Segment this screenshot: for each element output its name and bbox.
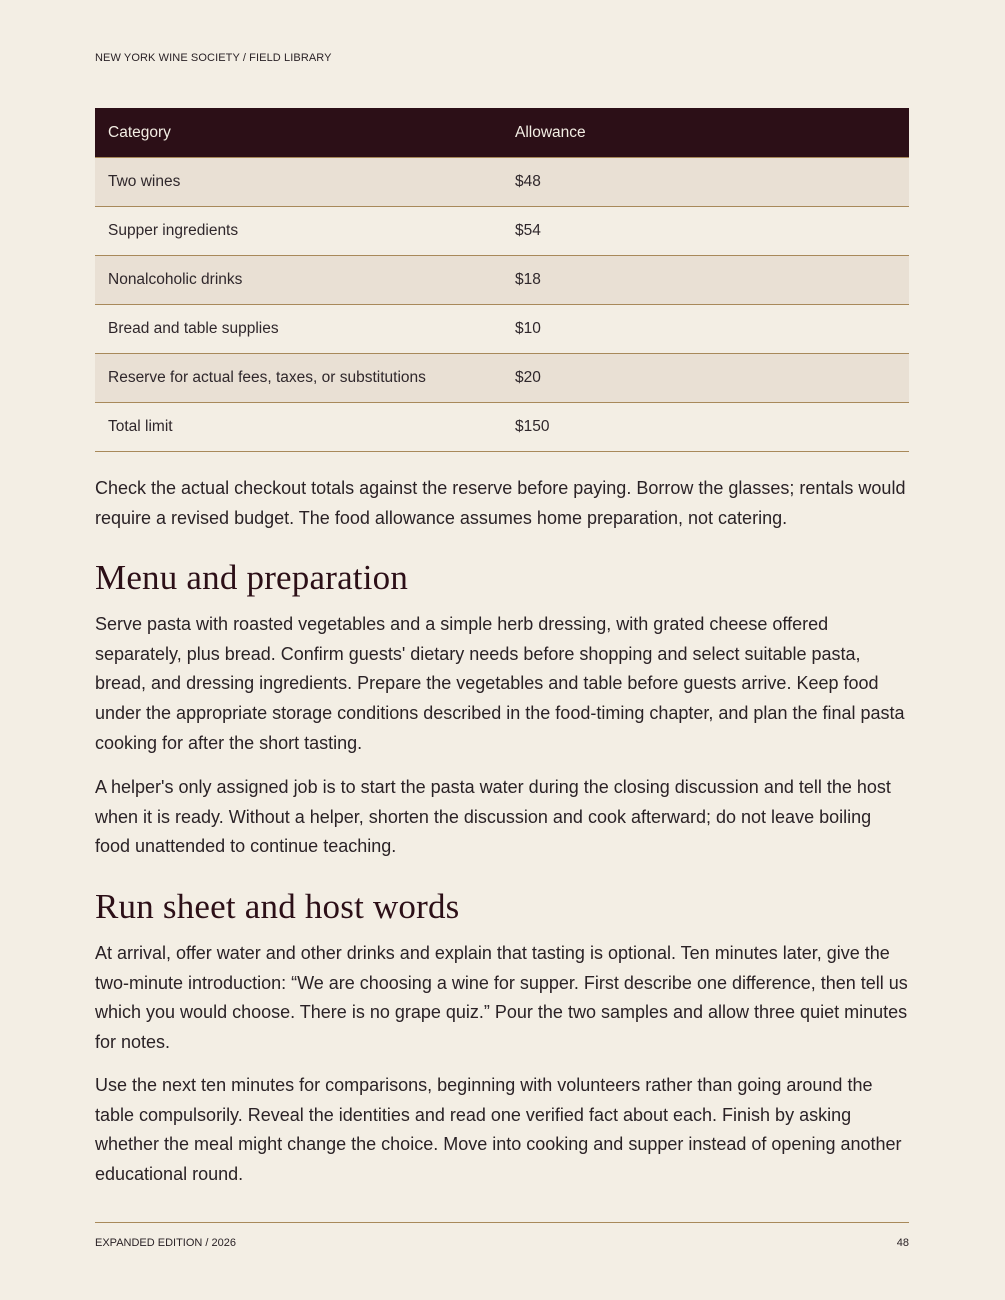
running-head: NEW YORK WINE SOCIETY / FIELD LIBRARY — [95, 52, 332, 64]
table-row — [95, 354, 909, 403]
intro-paragraph: Check the actual checkout totals against the reserve before paying. Borrow the glasses; rentals would require a revised budget. The food allowance assumes home preparation, not catering. — [95, 478, 906, 528]
menu-paragraph-block-1 — [95, 610, 909, 759]
category-cell: Total limit — [95, 403, 502, 452]
allowance-cell: $150 — [502, 403, 909, 452]
table-header-row — [95, 108, 909, 158]
run-sheet-paragraph-block-1 — [95, 939, 909, 1058]
section-heading-run-sheet: Run sheet and host words — [95, 887, 460, 926]
category-cell: Reserve for actual fees, taxes, or substitutions — [95, 354, 502, 403]
table-row — [95, 207, 909, 256]
category-cell: Two wines — [95, 158, 502, 207]
run-sheet-paragraph: Use the next ten minutes for comparisons, beginning with volunteers rather than going around the table compulsorily. Reveal the identities and read one verified fact about each. Finish by asking whether the meal might change the choice. Move into cooking and supper instead of opening another educational round. — [95, 1075, 902, 1185]
section-heading-menu: Menu and preparation — [95, 558, 409, 597]
column-header-category: Category — [95, 108, 502, 158]
category-cell: Supper ingredients — [95, 207, 502, 256]
footer-divider — [95, 1222, 909, 1223]
footer-edition: EXPANDED EDITION / 2026 — [95, 1237, 237, 1249]
budget-table — [95, 108, 909, 452]
allowance-cell: $18 — [502, 256, 909, 305]
column-header-allowance: Allowance — [502, 108, 909, 158]
menu-paragraph-block-2 — [95, 773, 909, 862]
run-sheet-paragraph-block-2 — [95, 1071, 909, 1190]
category-cell: Nonalcoholic drinks — [95, 256, 502, 305]
allowance-cell: $54 — [502, 207, 909, 256]
allowance-cell: $48 — [502, 158, 909, 207]
category-cell: Bread and table supplies — [95, 305, 502, 354]
table-row-total — [95, 403, 909, 452]
menu-paragraph: A helper's only assigned job is to start the pasta water during the closing discussion and tell the host when it is ready. Without a helper, shorten the discussion and cook afterward; do not leave boiling food unattended to continue teaching. — [95, 777, 891, 857]
allowance-cell: $10 — [502, 305, 909, 354]
menu-paragraph: Serve pasta with roasted vegetables and a simple herb dressing, with grated cheese offered separately, plus bread. Confirm guests' dietary needs before shopping and select suitable pasta, bread, and dressing ingredients. Prepare the vegetables and table before guests arrive. Keep food under the appropriate storage conditions described in the food-timing chapter, and plan the final pasta cooking for after the short tasting. — [95, 614, 905, 753]
intro-paragraph-block — [95, 474, 909, 533]
allowance-cell: $20 — [502, 354, 909, 403]
page-number: 48 — [896, 1237, 909, 1249]
table-row — [95, 256, 909, 305]
run-sheet-paragraph: At arrival, offer water and other drinks and explain that tasting is optional. Ten minutes later, give the two-minute introduction: “We are choosing a wine for supper. First describe one difference, then tell us which you would choose. There is no grape quiz.” Pour the two samples and allow three quiet minutes for notes. — [95, 943, 908, 1053]
table-row — [95, 158, 909, 207]
table-row — [95, 305, 909, 354]
